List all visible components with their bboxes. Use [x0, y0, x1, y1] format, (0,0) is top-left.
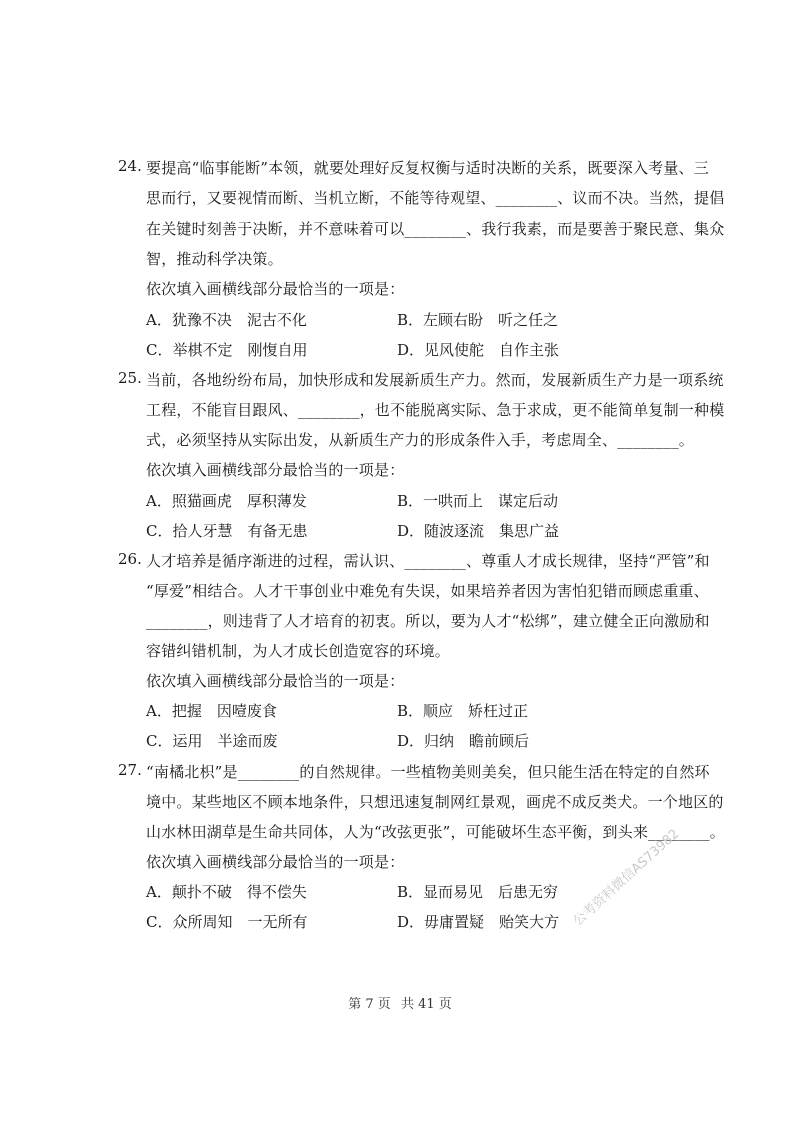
option-c: C．运用 半途而废	[146, 732, 278, 750]
option-c: C．拾人牙慧 有备无患	[146, 522, 308, 540]
question-text-line: 智，推动科学决策。	[146, 250, 283, 268]
question-text-line: 要提高“临事能断”本领，就要处理好反复权衡与适时决断的关系，既要深入考量、三	[146, 159, 709, 177]
option-b: B．一哄而上 谋定后动	[397, 492, 559, 510]
page-footer	[0, 993, 800, 1012]
question-text-line: 境中。某些地区不顾本地条件，只想迅速复制网红景观，画虎不成反类犬。一个地区的	[146, 793, 724, 811]
option-b: B．顺应 矫枉过正	[397, 702, 529, 720]
option-b: B．左顾右盼 听之任之	[397, 311, 559, 329]
option-d: D．毋庸置疑 贻笑大方	[397, 913, 560, 931]
question-text-line: 当前，各地纷纷布局，加快形成和发展新质生产力。然而，发展新质生产力是一项系统	[146, 371, 724, 389]
page-total: 共 41 页	[400, 997, 452, 1012]
question-text-line: 容错纠错机制，为人才成长创造宽容的环境。	[146, 642, 451, 660]
question-text-line: 工程，不能盲目跟风、________，也不能脱离实际、急于求成，更不能简单复制一种模	[146, 401, 725, 419]
page-number: 第 7 页	[348, 997, 391, 1012]
option-a: A．犹豫不决 泥古不化	[146, 311, 307, 329]
question-text-line: ________，则违背了人才培育的初衷。所以，要为人才“松绑”，建立健全正向激励和	[146, 612, 710, 630]
question-prompt: 依次填入画横线部分最恰当的一项是：	[146, 672, 405, 690]
question-number: 25.	[118, 369, 142, 387]
option-d: D．归纳 瞻前顾后	[397, 732, 530, 750]
question-text-line: 式，必须坚持从实际出发，从新质生产力的形成条件入手，考虑周全、________。	[146, 431, 695, 449]
question-prompt: 依次填入画横线部分最恰当的一项是：	[146, 853, 405, 871]
question-text-line: 人才培养是循序渐进的过程，需认识、________、尊重人才成长规律，坚持“严管”和	[146, 552, 710, 570]
option-a: A．颠扑不破 得不偿失	[146, 883, 307, 901]
question-number: 27.	[118, 761, 142, 779]
question-text-line: 山水林田湖草是生命共同体，人为“改弦更张”，可能破坏生态平衡，到头来________。	[146, 823, 725, 841]
question-text-line: “厚爱”相结合。人才干事创业中难免有失误，如果培养者因为害怕犯错而顾虑重重、	[146, 582, 709, 600]
option-d: D．随波逐流 集思广益	[397, 522, 560, 540]
question-number: 26.	[118, 550, 142, 568]
question-text-line: “南橘北枳”是________的自然规律。一些植物美则美矣，但只能生活在特定的自然环	[146, 763, 710, 781]
option-b: B．显而易见 后患无穷	[397, 883, 559, 901]
question-number: 24.	[118, 157, 142, 175]
option-a: A．把握 因噎废食	[146, 702, 277, 720]
option-c: C．众所周知 一无所有	[146, 913, 308, 931]
option-a: A．照猫画虎 厚积薄发	[146, 492, 307, 510]
question-text-line: 思而行，又要视情而断、当机立断，不能等待观望、________、议而不决。当然，提倡	[146, 189, 725, 207]
option-d: D．见风使舵 自作主张	[397, 341, 560, 359]
question-prompt: 依次填入画横线部分最恰当的一项是：	[146, 280, 405, 298]
question-prompt: 依次填入画横线部分最恰当的一项是：	[146, 461, 405, 479]
question-text-line: 在关键时刻善于决断，并不意味着可以________、我行我素，而是要善于聚民意、集众	[146, 220, 725, 238]
watermark: 公考资料微信AS73982	[570, 826, 683, 930]
option-c: C．举棋不定 刚愎自用	[146, 341, 308, 359]
